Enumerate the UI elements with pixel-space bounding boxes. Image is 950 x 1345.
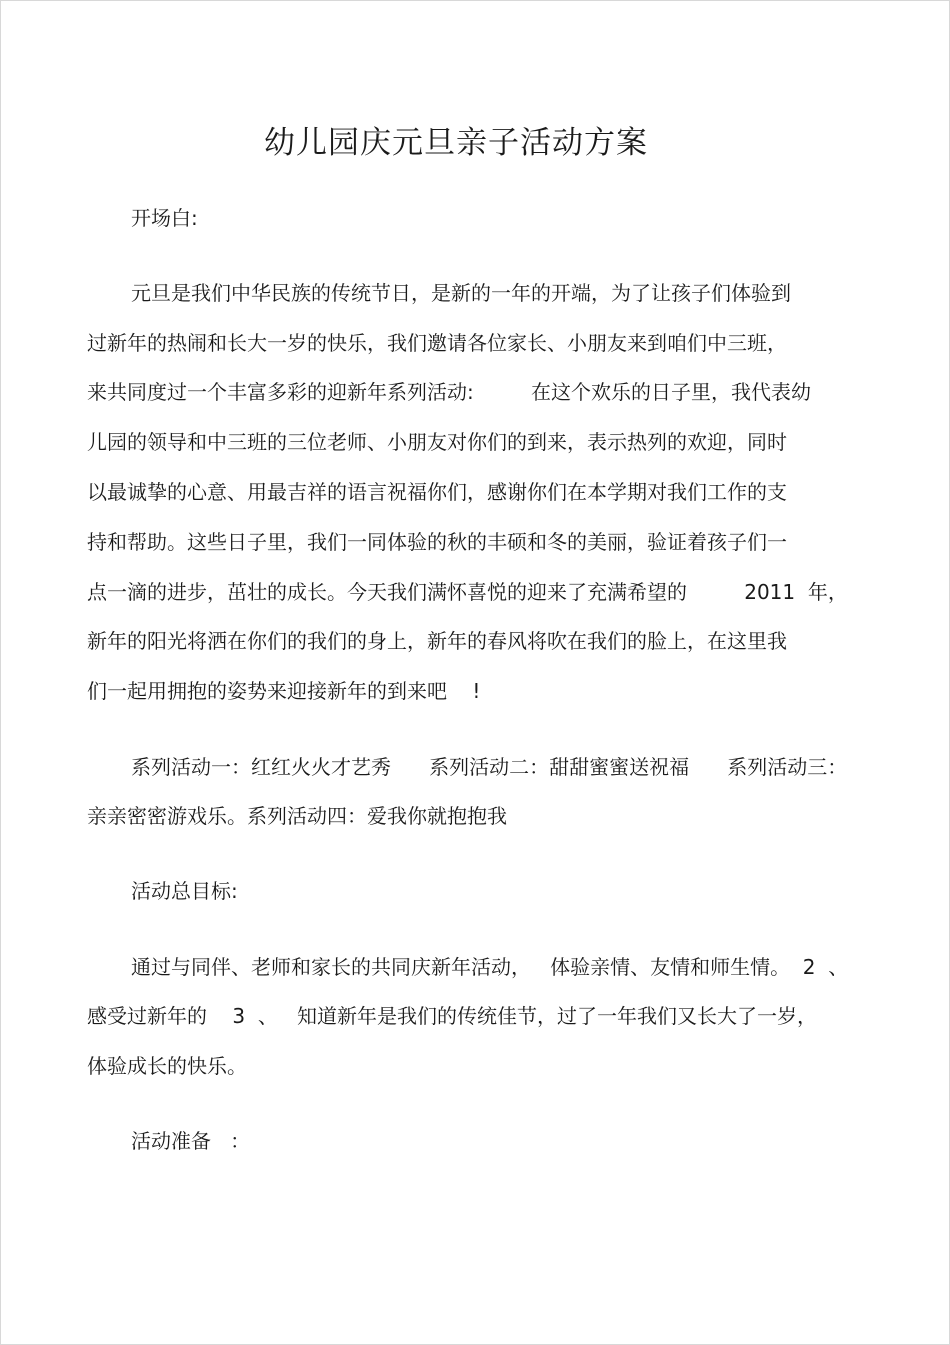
paragraph-line: 点一滴的进步，茁壮的成长。今天我们满怀喜悦的迎来了充满希望的 2011 年， (87, 580, 848, 604)
paragraph-line: 们一起用拥抱的姿势来迎接新年的到来吧 ! (87, 679, 481, 703)
activity-series-line: 系列活动一：红红火火才艺秀 系列活动二：甜甜蜜蜜送祝福 系列活动三： (131, 755, 848, 779)
document-title: 幼儿园庆元旦亲子活动方案 (264, 125, 648, 161)
paragraph-line: 通过与同伴、老师和家长的共同庆新年活动， 体验亲情、友情和师生情。 2 、 (131, 955, 849, 979)
section-heading-preparation: 活动准备 ： (131, 1129, 251, 1153)
section-heading-opening: 开场白: (131, 206, 198, 230)
paragraph-line: 以最诚挚的心意、用最吉祥的语言祝福你们，感谢你们在本学期对我们工作的支 (87, 480, 787, 504)
paragraph-line: 儿园的领导和中三班的三位老师、小朋友对你们的到来，表示热列的欢迎，同时 (87, 430, 787, 454)
paragraph-line: 持和帮助。这些日子里，我们一同体验的秋的丰硕和冬的美丽，验证着孩子们一 (87, 530, 787, 554)
paragraph-line: 新年的阳光将洒在你们的我们的身上，新年的春风将吹在我们的脸上，在这里我 (87, 629, 787, 653)
paragraph-line: 元旦是我们中华民族的传统节日，是新的一年的开端，为了让孩子们体验到 (131, 281, 791, 305)
section-heading-goal: 活动总目标: (131, 879, 238, 903)
paragraph-line: 过新年的热闹和长大一岁的快乐，我们邀请各位家长、小朋友来到咱们中三班， (87, 331, 787, 355)
paragraph-line: 体验成长的快乐。 (87, 1054, 247, 1078)
activity-series-line: 亲亲密密游戏乐。系列活动四：爱我你就抱抱我 (87, 804, 507, 828)
paragraph-line: 感受过新年的 3 、 知道新年是我们的传统佳节，过了一年我们又长大了一岁， (87, 1004, 817, 1028)
paragraph-line: 来共同度过一个丰富多彩的迎新年系列活动: 在这个欢乐的日子里，我代表幼 (87, 380, 811, 404)
